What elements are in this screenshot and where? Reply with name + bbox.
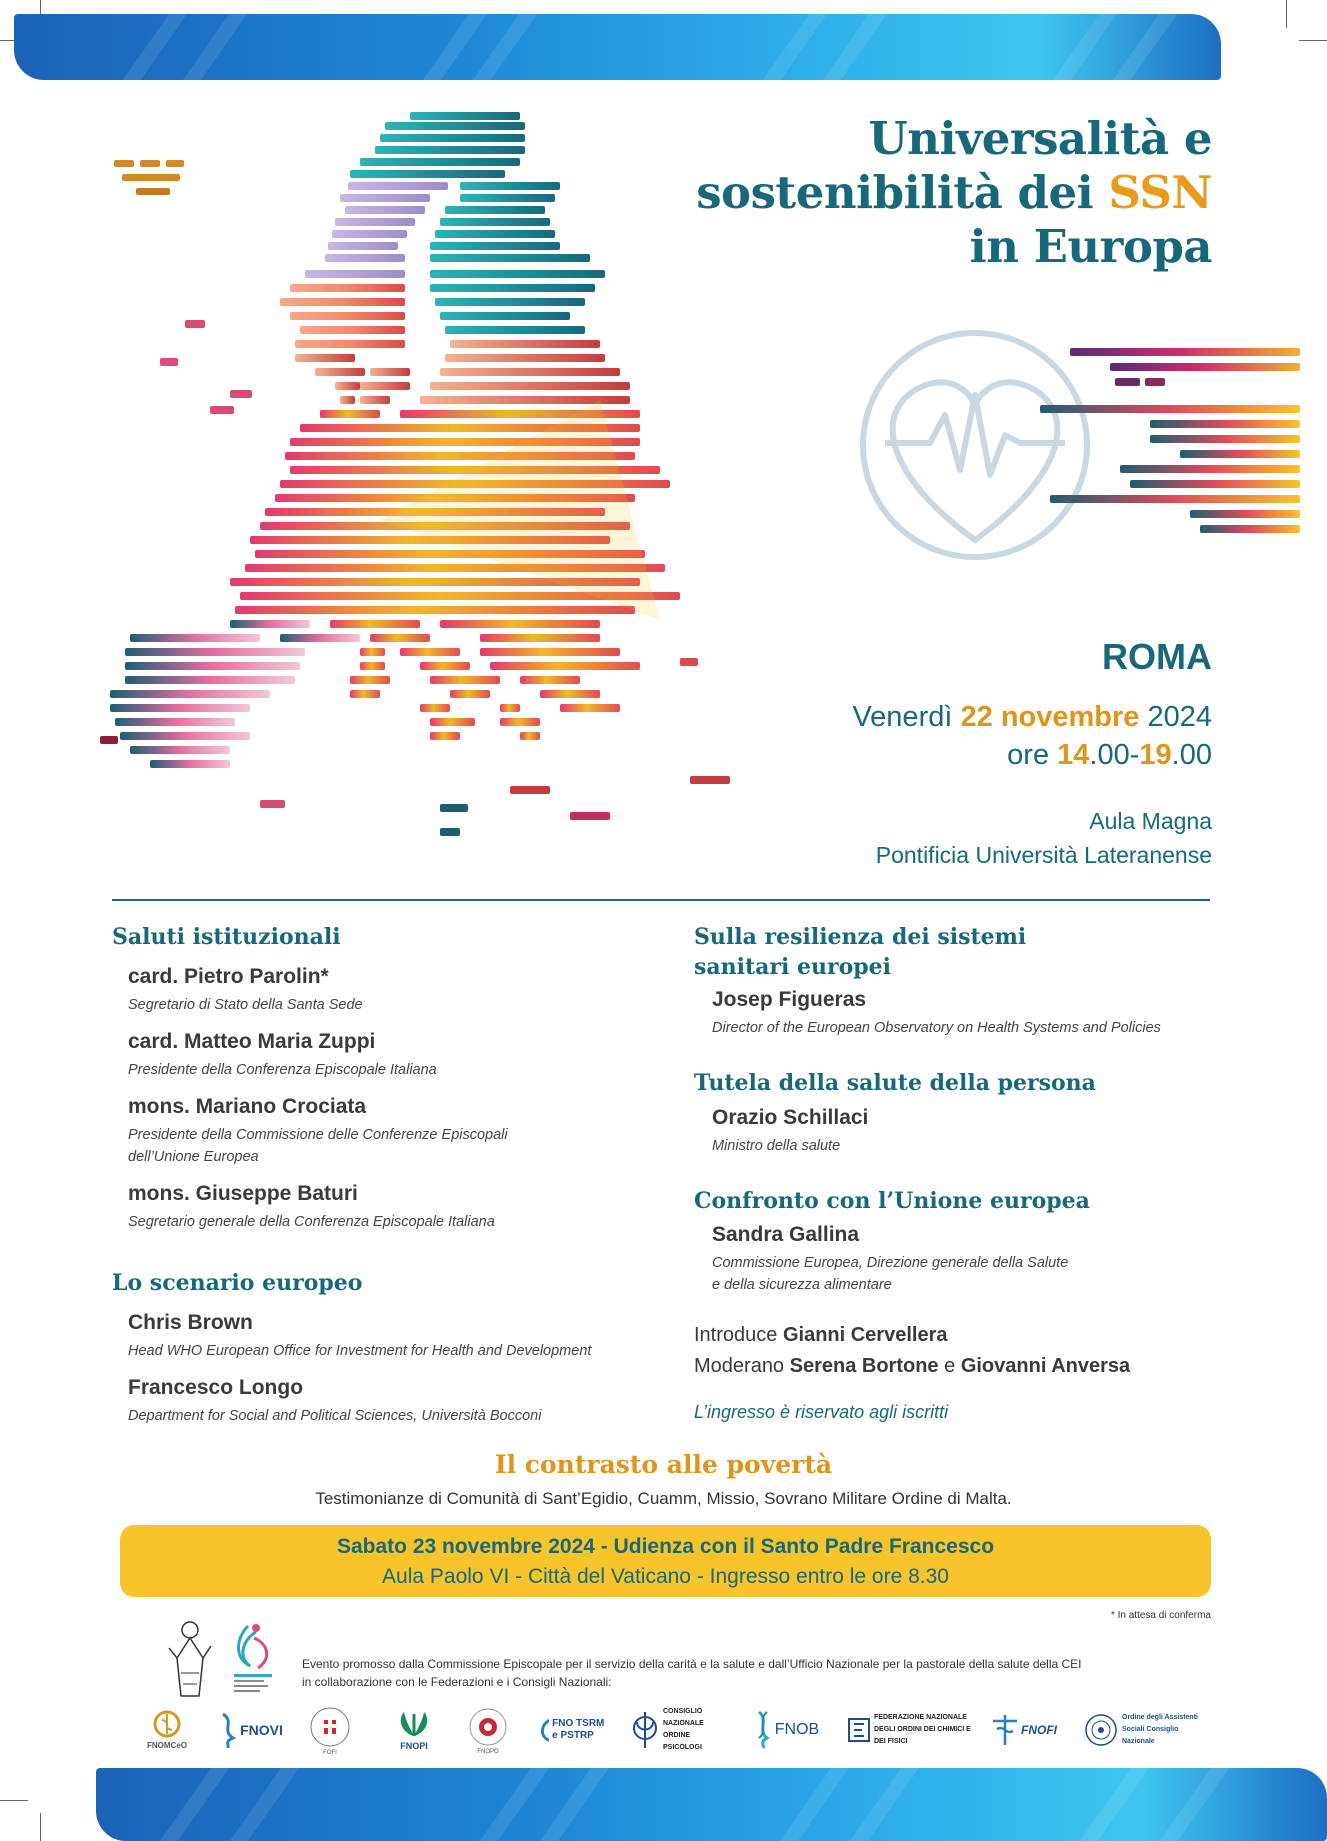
logo-label: FNOPI	[400, 1741, 428, 1751]
map-stripe	[305, 270, 405, 278]
map-stripe	[435, 298, 585, 306]
logo-fnofi	[978, 1700, 1070, 1760]
introducer	[694, 1324, 947, 1347]
map-stripe	[690, 776, 730, 784]
map-stripe	[570, 812, 610, 820]
map-stripe	[328, 242, 398, 250]
map-stripe	[120, 732, 250, 740]
map-stripe	[420, 662, 470, 670]
map-stripe	[430, 284, 595, 292]
map-stripe	[420, 704, 450, 712]
banner-line-2: Aula Paolo VI - Città del Vaticano - Ingresso entro le ore 8.30	[382, 1565, 949, 1588]
moderators	[694, 1355, 1130, 1378]
map-stripe	[430, 254, 590, 262]
title-line-1: Universalità e	[868, 112, 1212, 165]
speaker-name: mons. Mariano Crociata	[128, 1095, 367, 1118]
map-stripe	[130, 634, 260, 642]
map-stripe	[370, 634, 430, 642]
map-highlight	[380, 400, 660, 620]
speaker-role: Presidente della Commissione delle Conferenze Episcopali	[128, 1127, 508, 1143]
europe-map-illustration	[100, 100, 740, 880]
poverty-text: Testimonianze di Comunità di Sant’Egidio, Cuamm, Missio, Sovrano Militare Ordine di Malta.	[315, 1489, 1012, 1508]
map-stripe	[500, 704, 520, 712]
promo-text	[302, 1655, 1082, 1691]
map-stripe	[110, 690, 270, 698]
map-stripe	[350, 170, 505, 178]
map-stripe	[445, 206, 545, 214]
event-time-end-min: .00	[1171, 739, 1212, 771]
logo-label: FNO TSRM e PSTRP	[552, 1718, 605, 1741]
venue-line-1: Aula Magna	[1089, 808, 1212, 834]
map-stripe	[380, 134, 525, 142]
audience-banner	[120, 1525, 1211, 1597]
map-stripe	[230, 390, 252, 398]
map-stripe	[680, 658, 698, 666]
map-stripe	[440, 312, 570, 320]
map-stripe	[230, 620, 310, 628]
map-stripe	[360, 648, 385, 656]
map-stripe	[160, 358, 178, 366]
map-stripe	[290, 312, 405, 320]
map-stripe	[510, 786, 550, 794]
map-stripe	[320, 410, 380, 418]
map-stripe	[110, 704, 250, 712]
speaker-name: Orazio Schillaci	[712, 1106, 869, 1129]
logo-label: FNOB	[774, 1721, 820, 1738]
logo-fnopo	[456, 1700, 520, 1760]
mod-label: Moderano	[694, 1355, 790, 1377]
logo-cnop	[630, 1700, 712, 1760]
map-stripe	[480, 634, 600, 642]
speaker-name: Sandra Gallina	[712, 1223, 860, 1246]
speaker-role: dell’Unione Europea	[128, 1149, 259, 1165]
map-stripe	[430, 732, 460, 740]
event-year: 2024	[1147, 701, 1212, 733]
title-line-2-text: sostenibilità dei	[696, 166, 1109, 219]
map-stripe	[340, 194, 430, 202]
event-venue	[876, 804, 1212, 872]
crop-mark	[1286, 0, 1287, 28]
decorative-bars	[112, 158, 192, 200]
title-line-2	[696, 166, 1212, 220]
section-heading-line-2: sanitari europei	[694, 954, 892, 980]
speaker-role: e della sicurezza alimentare	[712, 1277, 892, 1293]
event-day: Venerdì	[852, 701, 953, 733]
speaker-role: Department for Social and Political Sciences, Università Bocconi	[128, 1408, 542, 1424]
map-stripe	[430, 718, 475, 726]
map-stripe	[260, 800, 285, 808]
mod-and: e	[938, 1355, 961, 1377]
speaker-role: Director of the European Observatory on Health Systems and Policies	[712, 1020, 1161, 1036]
section-heading: Lo scenario europeo	[112, 1270, 363, 1296]
speaker-role: Segretario di Stato della Santa Sede	[128, 997, 363, 1013]
map-stripe	[115, 718, 235, 726]
speaker-role: Presidente della Conferenza Episcopale Italiana	[128, 1062, 437, 1078]
speaker-name: card. Pietro Parolin*	[128, 965, 329, 988]
map-stripe	[210, 406, 234, 414]
map-stripe	[125, 648, 305, 656]
map-stripe	[430, 676, 500, 684]
map-stripe	[360, 662, 385, 670]
map-stripe	[435, 230, 555, 238]
map-stripe	[350, 690, 380, 698]
logo-fno-tsrm	[536, 1700, 610, 1760]
logo-assistenti-sociali	[1082, 1700, 1212, 1760]
map-stripe	[290, 284, 405, 292]
map-stripe	[280, 298, 405, 306]
event-time-end: 19	[1139, 739, 1172, 771]
map-stripe	[335, 218, 415, 226]
map-stripe	[440, 804, 468, 812]
title-ssn: SSN	[1108, 166, 1212, 219]
map-stripe	[100, 736, 118, 744]
map-stripe	[348, 182, 448, 190]
map-stripe	[540, 690, 600, 698]
crop-mark	[1299, 40, 1327, 41]
event-date-num: 22	[960, 701, 993, 733]
ufficio-pastorale-logo	[228, 1618, 278, 1700]
map-stripe	[370, 368, 410, 376]
logo-label: Ordine degli Assistenti Sociali Consiglio Nazionale	[1122, 1714, 1198, 1745]
logo-label: FNOMCeO	[147, 1741, 187, 1750]
top-decorative-band	[14, 14, 1221, 80]
event-city: ROMA	[1102, 636, 1212, 677]
section-heading: Saluti istituzionali	[112, 924, 341, 950]
logo-label: FNOVI	[240, 1722, 283, 1738]
section-heading: Il contrasto alle povertà	[494, 1450, 833, 1479]
banner-line-1: Sabato 23 novembre 2024 - Udienza con il Santo Padre Francesco	[336, 1535, 995, 1558]
map-stripe	[350, 676, 390, 684]
decorative-stripes-right	[1030, 345, 1315, 545]
logo-fofi	[300, 1700, 360, 1760]
venue-line-2: Pontificia Università Lateranense	[875, 842, 1212, 868]
map-stripe	[480, 648, 620, 656]
map-stripe	[560, 704, 620, 712]
map-stripe	[332, 230, 407, 238]
map-stripe	[315, 368, 365, 376]
map-stripe	[150, 760, 230, 768]
map-stripe	[490, 662, 640, 670]
map-stripe	[440, 218, 550, 226]
promo-line-1: Evento promosso dalla Commissione Episcopale per il servizio della carità e la salute e dall’Ufficio Nazionale per la pastorale della salute della CEI	[302, 1657, 1082, 1671]
mod-name-1: Serena Bortone	[789, 1355, 939, 1377]
event-time-start: 14	[1057, 739, 1090, 771]
logo-fnomceo	[130, 1700, 204, 1760]
footnote: * In attesa di conferma	[1110, 1610, 1211, 1621]
section-heading: Tutela della salute della persona	[694, 1070, 1096, 1096]
map-stripe	[295, 340, 405, 348]
speaker-role: Head WHO European Office for Investment for Health and Development	[128, 1343, 592, 1359]
event-month: novembre	[1000, 701, 1140, 733]
event-time-start-min: .00-	[1089, 739, 1140, 771]
map-stripe	[440, 828, 460, 836]
intro-label: Introduce	[694, 1324, 783, 1346]
logo-label: FNOFI	[1021, 1723, 1057, 1737]
map-stripe	[125, 662, 300, 670]
divider	[112, 899, 1210, 901]
event-date	[852, 698, 1212, 774]
map-stripe	[400, 648, 460, 656]
section-heading: Confronto con l’Unione europea	[694, 1188, 1090, 1214]
map-stripe	[125, 676, 295, 684]
map-stripe	[345, 206, 425, 214]
speaker-name: Chris Brown	[128, 1311, 253, 1334]
map-stripe	[440, 620, 600, 628]
logo-fnopi	[383, 1700, 445, 1760]
map-stripe	[430, 382, 630, 390]
map-stripe	[460, 194, 555, 202]
speaker-name: card. Matteo Maria Zuppi	[128, 1030, 376, 1053]
speaker-role: Segretario generale della Conferenza Episcopale Italiana	[128, 1214, 495, 1230]
event-title	[696, 112, 1212, 274]
event-time-prefix: ore	[1007, 739, 1050, 771]
promo-line-2: in collaborazione con le Federazioni e i Consigli Nazionali:	[302, 1675, 612, 1689]
map-stripe	[360, 382, 410, 390]
map-stripe	[520, 732, 540, 740]
crop-mark	[0, 1800, 28, 1801]
title-line-3: in Europa	[969, 220, 1212, 273]
map-stripe	[360, 158, 520, 166]
map-stripe	[340, 396, 355, 404]
bottom-decorative-band	[96, 1768, 1327, 1841]
map-stripe	[360, 396, 390, 404]
crop-mark	[40, 1813, 41, 1841]
map-stripe	[300, 326, 405, 334]
map-stripe	[450, 690, 490, 698]
logo-fnocf	[843, 1700, 983, 1760]
speaker-role: Commissione Europea, Direzione generale della Salute	[712, 1255, 1069, 1271]
map-stripe	[430, 242, 560, 250]
map-stripe	[445, 354, 605, 362]
intro-name: Gianni Cervellera	[782, 1324, 948, 1346]
map-stripe	[185, 320, 205, 328]
map-stripe	[325, 254, 405, 262]
map-stripe	[235, 606, 635, 614]
cei-saint-logo	[165, 1618, 215, 1700]
logo-label: FNOPO	[477, 1748, 499, 1755]
map-stripe	[335, 382, 360, 390]
map-stripe	[280, 634, 360, 642]
logo-label: FEDERAZIONE NAZIONALE DEGLI ORDINI DEI CHIMICI E DEI FISICI	[874, 1714, 971, 1745]
map-stripe	[500, 718, 540, 726]
map-stripe	[130, 746, 230, 754]
logo-fnob	[737, 1700, 837, 1760]
map-stripe	[460, 182, 560, 190]
registration-note: L’ingresso è riservato agli iscritti	[694, 1402, 949, 1422]
map-stripe	[385, 122, 525, 130]
map-stripe	[445, 326, 585, 334]
speaker-name: mons. Giuseppe Baturi	[128, 1182, 358, 1205]
logo-label: CONSIGLIO NAZIONALE ORDINE PSICOLOGI	[663, 1708, 704, 1751]
logo-fnovi	[213, 1700, 289, 1760]
map-stripe	[330, 620, 420, 628]
map-stripe	[375, 146, 525, 154]
section-heading-line-1: Sulla resilienza dei sistemi	[694, 924, 1027, 950]
speaker-role: Ministro della salute	[712, 1138, 841, 1154]
map-stripe	[430, 270, 605, 278]
speaker-name: Josep Figueras	[712, 988, 867, 1011]
map-stripe	[440, 368, 620, 376]
map-stripe	[295, 354, 355, 362]
logo-label: FOFI	[323, 1749, 337, 1756]
speaker-name: Francesco Longo	[128, 1376, 304, 1399]
map-stripe	[520, 676, 580, 684]
section-heading	[694, 922, 1026, 982]
mod-name-2: Giovanni Anversa	[960, 1355, 1131, 1377]
map-stripe	[450, 340, 600, 348]
map-stripe	[410, 112, 520, 120]
